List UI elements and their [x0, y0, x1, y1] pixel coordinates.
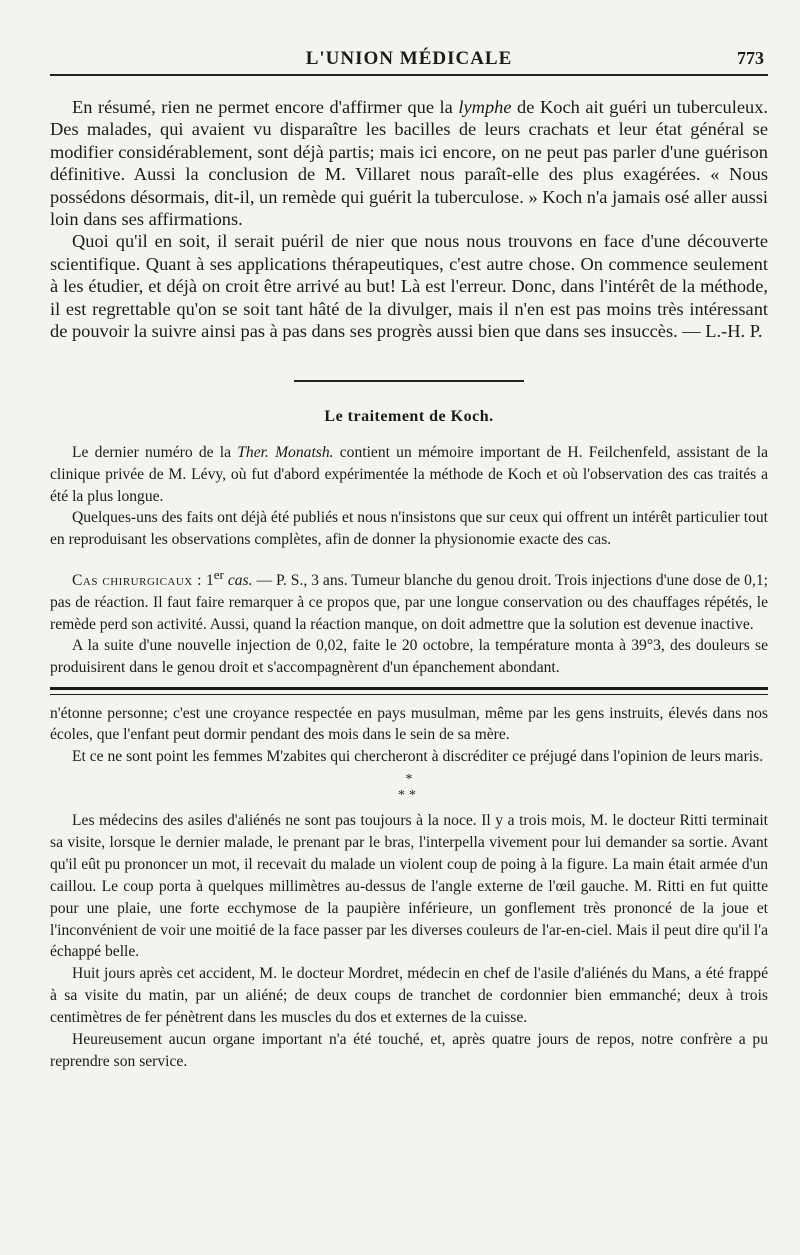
case-text: — P. S., 3 ans. Tumeur blanche du genou droit. Trois injections d'une dose de 0,1; pas de réaction. Il faut faire remarquer à ce propos que, par une longue conservation ou des chauffages répétés, le remède perd son activité. Aussi, quand la réaction manque, on doit admettre que la solution est devenue inactive.: [50, 572, 768, 633]
case-paragraph: [50, 564, 768, 635]
double-rule-divider: [50, 687, 768, 695]
journal-citation: Ther. Monatsh.: [237, 444, 334, 462]
article-paragraph: [50, 442, 768, 507]
continuation-section: [50, 703, 768, 768]
article-paragraph: A la suite d'une nouvelle injection de 0,02, faite le 20 octobre, la température monta à 39°3, des douleurs se produisirent dans le genou droit et s'accompagnèrent d'un épanchement abondant.: [50, 637, 768, 676]
journal-page: [50, 46, 768, 1073]
section-divider: [294, 380, 524, 382]
summary-section: [50, 96, 768, 342]
continuation-paragraph: Et ce ne sont point les femmes M'zabites qui chercheront à discréditer ce préjugé dans l'opinion de leurs maris.: [72, 748, 764, 766]
koch-treatment-section: [50, 442, 768, 678]
text-run: Le dernier numéro de la: [72, 444, 238, 462]
case-word: cas.: [227, 572, 253, 590]
summary-paragraph: [50, 96, 768, 230]
case-number: 1: [205, 572, 214, 590]
text-run: contient un mémoire important de H. Feilchenfeld, assistant de la clinique privée de M. Lévy, où fut d'abord expérimentée la méthode de Koch et où l'observation des cas traités a été la plus longue.: [50, 444, 768, 505]
asterism-separator: [50, 772, 768, 804]
case-number-suffix: er: [213, 567, 224, 583]
asylum-paragraph: Les médecins des asiles d'aliénés ne sont pas toujours à la noce. Il y a trois mois, M. le docteur Ritti terminait sa visite, lorsque le dernier malade, le prenant par le bras, l'interpella vivement pour lui demander sa sortie. Avant qu'il eût pu prononcer un mot, il recevait du malade un violent coup de poing à la figure. La main était armée d'un caillou. Le coup porta à quelques millimètres au-dessus de l'angle externe de l'œil gauche. M. Ritti en fut quitte pour une plaie, une forte ecchymose de la paupière inférieure, un gonflement très prononcé de la joue et l'inconvénient de voir une moitié de la face passer par les diverses couleurs de l'ar-en-ciel. Mais il peut dire qu'il l'a échappé belle.: [50, 811, 768, 961]
asylum-paragraph: Heureusement aucun organe important n'a été touché, et, après quatre jours de repos, notre confrère a pu reprendre son service.: [50, 1031, 768, 1070]
continuation-paragraph: n'étonne personne; c'est une croyance respectée en pays musulman, même par les gens instruits, élevés dans nos écoles, que l'enfant peut dormir pendant des mois dans le sein de sa mère.: [50, 704, 768, 744]
emphasis-lymphe: lymphe: [458, 97, 512, 117]
asterism-bottom: **: [398, 787, 420, 803]
asylum-paragraph: Huit jours après cet accident, M. le docteur Mordret, médecin en chef de l'asile d'aliénés du Mans, a été frappé à sa visite du matin, par un aliéné; de deux coups de tranchet de cordonnier bien emmanché; deux à trois centimètres de fer pénètrent dans les muscles du dos et externes de la cuisse.: [50, 965, 768, 1027]
asterism-top: *: [405, 771, 413, 787]
case-label: Cas chirurgicaux :: [72, 572, 203, 590]
summary-paragraph: Quoi qu'il en soit, il serait puéril de nier que nous nous trouvons en face d'une découverte scientifique. Quant à ses applications thérapeutiques, c'est autre chose. On commence seulement à les étudier, et déjà on croit être arrivé au but! Là est l'erreur. Donc, dans l'intérêt de la méthode, il est regrettable qu'on se soit tant hâté de la divulger, mais il n'en est pas moins très intéressant de pouvoir la suivre ainsi pas à pas dans ses progrès aussi bien que dans ses insuccès. — L.-H. P.: [50, 231, 768, 342]
text-run: En résumé, rien ne permet encore d'affirmer que la: [72, 97, 459, 117]
asylum-section: [50, 810, 768, 1073]
section-title: Le traitement de Koch.: [324, 408, 494, 426]
journal-title: L'UNION MÉDICALE: [305, 48, 513, 69]
article-paragraph: Quelques-uns des faits ont déjà été publiés et nous n'insistons que sur ceux qui offrent un intérêt particulier tout en reproduisant les observations complètes, afin de donner la physionomie exacte des cas.: [50, 509, 768, 548]
page-number: 773: [737, 48, 764, 68]
running-header: [50, 46, 768, 76]
text-run: de Koch ait guéri un tuberculeux. Des malades, qui avaient vu disparaître les bacilles de leurs crachats et leur état général se modifier considérablement, sont déjà partis; mais ici encore, on ne peut pas parler d'une guérison définitive. Aussi la conclusion de M. Villaret nous paraît-elle des plus exagérées. « Nous possédons désormais, dit-il, un remède qui guérit la tuberculose. » Koch n'a jamais osé aller aussi loin dans ses affirmations.: [50, 97, 768, 230]
